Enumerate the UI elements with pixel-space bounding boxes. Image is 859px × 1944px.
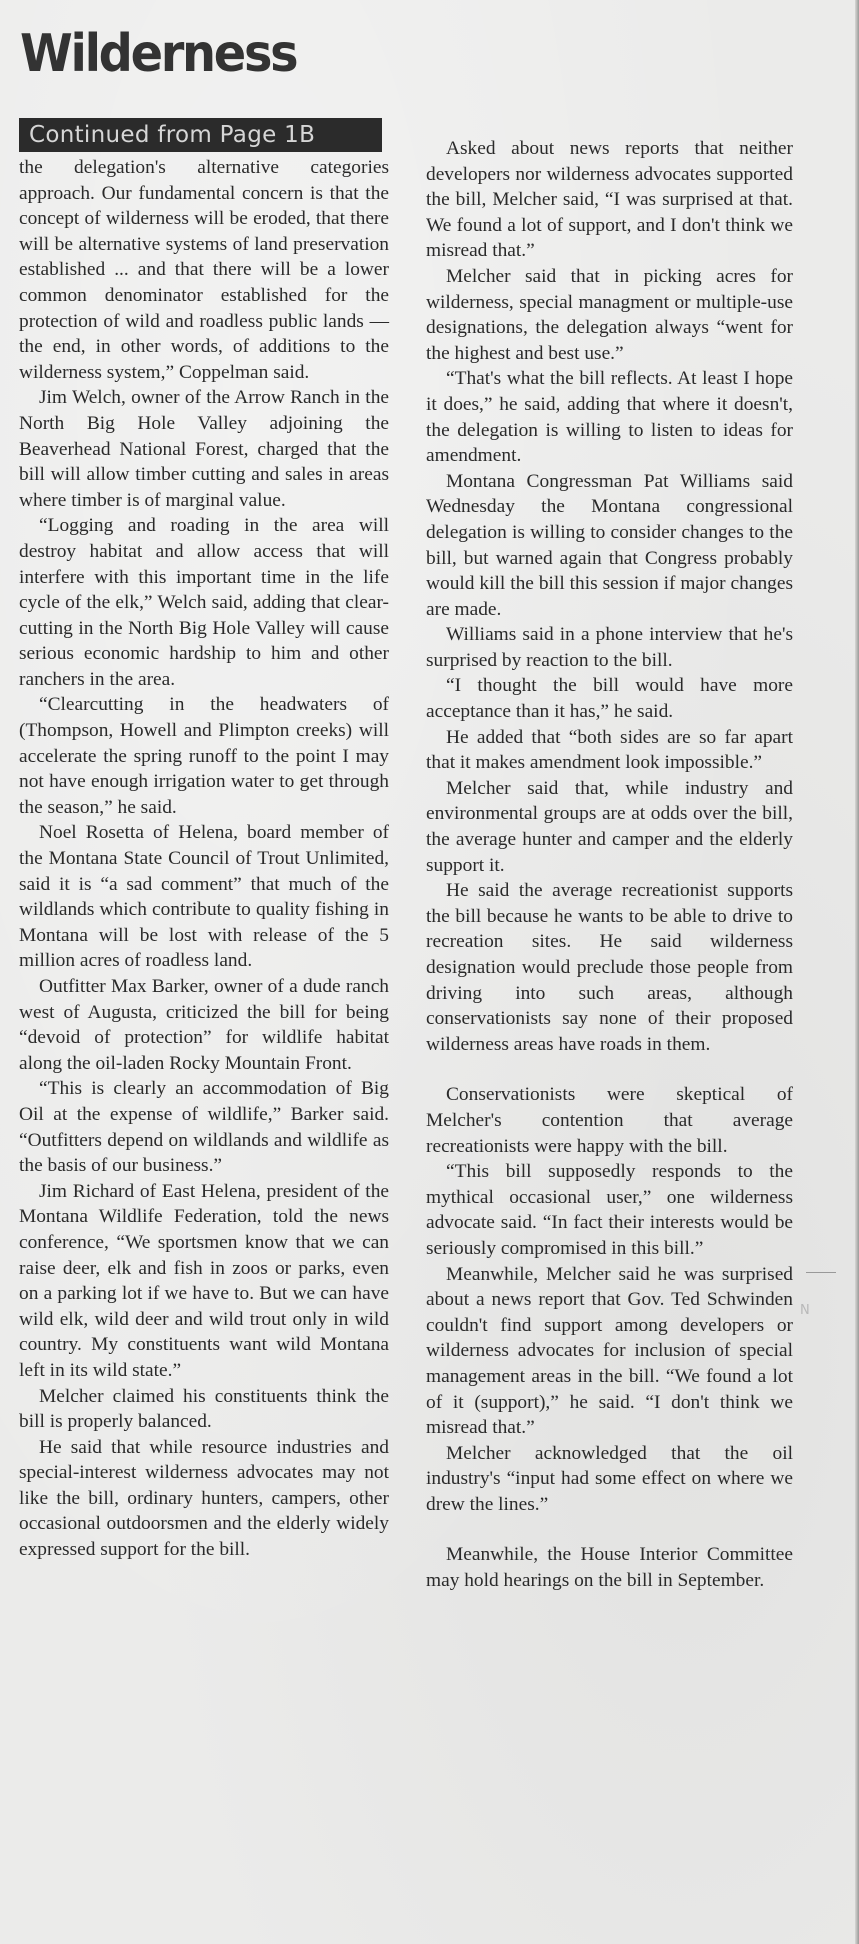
- paragraph: Meanwhile, Melcher said he was surprised about a news report that Gov. Ted Schwinden couldn't find support among developers or wilderness advocates for inclusion of special management areas in the bill. “We found a lot of it (support),” he said. “I don't think we misread that.”: [426, 1263, 793, 1439]
- section-break-rule: [806, 1272, 836, 1273]
- paragraph: Montana Congressman Pat Williams said Wednesday the Montana congressional delegation is willing to consider changes to the bill, but warned again that Congress probably would kill the bill this session if major changes are made.: [426, 470, 793, 620]
- paragraph: Meanwhile, the House Interior Committee may hold hearings on the bill in September.: [426, 1544, 793, 1592]
- paragraph: “This bill supposedly responds to the mythical occasional user,” one wilderness advocate said. “In fact their interests would be seriously compromised in this bill.”: [426, 1161, 793, 1259]
- paragraph: Melcher said that, while industry and environmental groups are at odds over the bill, the average hunter and camper and the elderly support it.: [426, 777, 793, 876]
- continued-from-banner: Continued from Page 1B: [19, 118, 382, 152]
- paragraph: Melcher said that in picking acres for wilderness, special managment or multiple-use designations, the delegation always “went for the highest and best use.”: [426, 265, 793, 364]
- article-headline: Wilderness: [20, 24, 297, 84]
- paragraph: Asked about news reports that neither developers nor wilderness advocates supported the bill, Melcher said, “I was surprised at that. We found a lot of support, and I don't think we misread that.”: [426, 138, 793, 262]
- paragraph: “I thought the bill would have more acceptance than it has,” he said.: [426, 675, 793, 723]
- article-column-left: [19, 155, 389, 1563]
- paragraph: Jim Richard of East Helena, president of the Montana Wildlife Federation, told the news conference, “We sportsmen know that we can raise deer, elk and fish in zoos or parks, even on a parking lot if we have to. But we can have wild elk, wild deer and wild trout only in wild country. My constituents want wild Montana left in its wild state.”: [19, 1180, 389, 1381]
- paragraph: Conservationists were skeptical of Melcher's contention that average recreationists were happy with the bill.: [426, 1084, 793, 1157]
- paragraph: He said that while resource industries and special-interest wilderness advocates may not like the bill, ordinary hunters, campers, other occasional outdoorsmen and the elderly widely expressed support for the bill.: [19, 1436, 389, 1561]
- paragraph: He added that “both sides are so far apart that it makes amendment look impossible.”: [426, 726, 793, 774]
- paragraph: Melcher acknowledged that the oil industry's “input had some effect on where we drew the lines.”: [426, 1442, 793, 1515]
- margin-mark: N: [800, 1303, 810, 1318]
- paragraph: Jim Welch, owner of the Arrow Ranch in the North Big Hole Valley adjoining the Beaverhead National Forest, charged that the bill will allow timber cutting and sales in areas where timber is of marginal value.: [19, 387, 389, 511]
- page-edge-shadow: [855, 0, 859, 1944]
- paragraph: “That's what the bill reflects. At least I hope it does,” he said, adding that where it doesn't, the delegation is willing to listen to ideas for amendment.: [426, 368, 793, 467]
- article-column-right: [426, 136, 793, 1594]
- paragraph: Melcher claimed his constituents think the bill is properly balanced.: [19, 1385, 389, 1433]
- paragraph: “This is clearly an accommodation of Big Oil at the expense of wildlife,” Barker said. “Outfitters depend on wildlands and wildlife as the basis of our business.”: [19, 1078, 389, 1177]
- paragraph: Outfitter Max Barker, owner of a dude ranch west of Augusta, criticized the bill for being “devoid of protection” for wildlife habitat along the oil-laden Rocky Mountain Front.: [19, 976, 389, 1074]
- paragraph: He said the average recreationist supports the bill because he wants to be able to drive to recreation sites. He said wilderness designation would preclude those people from driving into such areas, although conservationists say none of their proposed wilderness areas have roads in them.: [426, 880, 793, 1055]
- paragraph: Williams said in a phone interview that he's surprised by reaction to the bill.: [426, 624, 793, 671]
- paragraph: Noel Rosetta of Helena, board member of the Montana State Council of Trout Unlimited, said it is “a sad comment” that much of the wildlands which contribute to quality fishing in Montana will be lost with release of the 5 million acres of roadless land.: [19, 822, 389, 972]
- paragraph: “Logging and roading in the area will destroy habitat and allow access that will interfere with this important time in the life cycle of the elk,” Welch said, adding that clear-cutting in the North Big Hole Valley will cause serious economic hardship to him and other ranchers in the area.: [19, 515, 389, 690]
- paragraph: the delegation's alternative categories approach. Our fundamental concern is that the concept of wilderness will be eroded, that there will be alternative systems of land preservation established ... and that there will be a lower common denominator established for the protection of wild and roadless public lands — the end, in other words, of additions to the wilderness system,” Coppelman said.: [19, 157, 389, 383]
- paragraph: “Clearcutting in the headwaters of (Thompson, Howell and Plimpton creeks) will accelerate the spring runoff to the point I may not have enough irrigation water to get through the season,” he said.: [19, 694, 389, 818]
